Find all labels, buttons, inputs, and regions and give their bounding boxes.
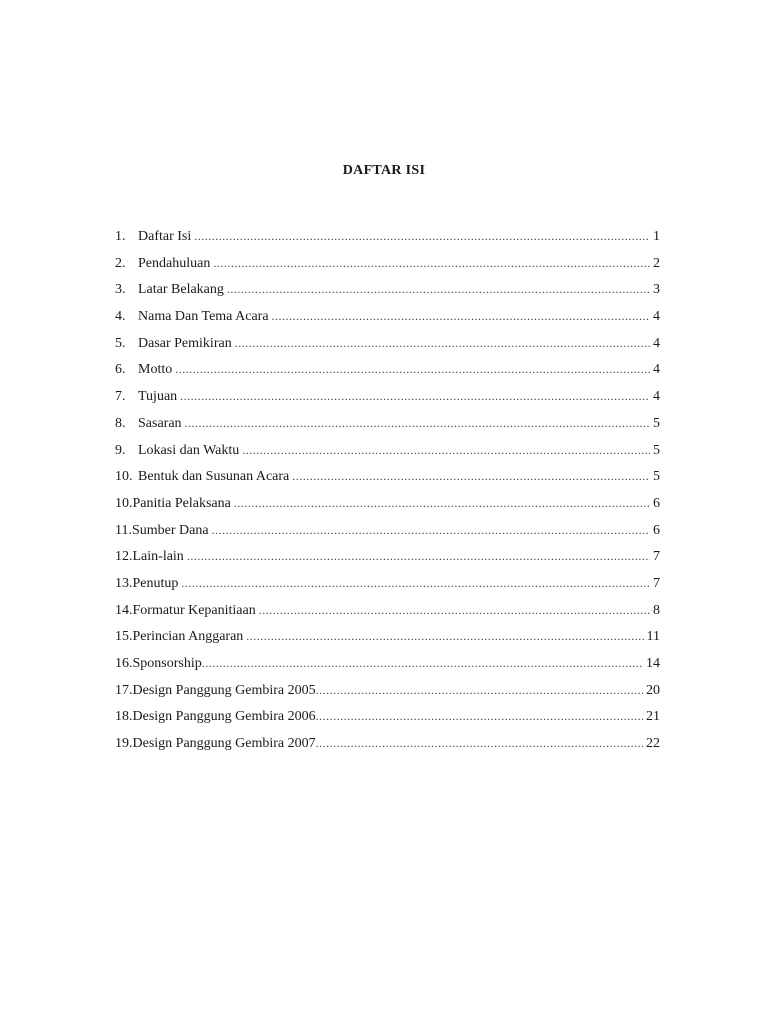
toc-entry-number: 10. [115,469,133,485]
toc-entry-title: Pendahuluan [138,255,211,271]
toc-entry-page-number: 21 [646,709,660,725]
toc-entry [115,279,660,306]
toc-entry [115,520,660,547]
toc-entry-title: Latar Belakang [138,282,224,298]
toc-entry-page-number: 6 [653,495,660,511]
toc-entry-title: Tujuan [138,389,178,405]
toc-entry [115,573,660,600]
toc-entry-title: Nama Dan Tema Acara [138,309,269,325]
toc-entry-number: 1. [115,229,126,244]
toc-entry-number: 8. [115,415,126,431]
toc-entry [115,493,660,520]
toc-entry-page-number: 2 [653,255,660,271]
toc-entry-page-number: 6 [653,522,660,538]
dot-leader [202,653,643,673]
toc-entry-title: Perincian Anggaran [132,629,244,645]
toc-entry-title: Motto [138,362,173,378]
dot-leader [234,493,650,513]
toc-entry [115,253,660,280]
toc-entry-title: Penutup [132,575,179,591]
toc-entry-number: 15. [115,629,133,645]
toc-entry-number: 12. [115,549,133,565]
toc-entry-page-number: 7 [653,549,660,565]
page-title: DAFTAR ISI [342,163,426,178]
dot-leader [212,520,650,540]
toc-entry [115,680,660,707]
toc-entry [115,466,660,493]
toc-entry-number: 2. [115,255,126,271]
toc-entry [115,359,660,386]
toc-entry [115,626,660,653]
toc-entry-number: 4. [115,309,126,325]
toc-entry-page-number: 22 [646,736,660,752]
dot-leader [180,386,650,406]
toc-entry [115,440,660,467]
toc-entry-title: Daftar Isi [138,229,192,244]
toc-entry-title: Lokasi dan Waktu [138,442,240,458]
toc-entry-page-number: 4 [653,362,660,378]
toc-entry [115,653,660,680]
toc-entry-page-number: 5 [653,469,660,485]
toc-entry-page-number: 5 [653,415,660,431]
toc-entry-page-number: 3 [653,282,660,298]
toc-entry-title: Design Panggung Gembira 2005 [132,682,316,698]
toc-entry-title: Sponsorship [132,656,202,671]
toc-entry [115,306,660,333]
toc-entry-title: Dasar Pemikiran [138,335,232,351]
toc-entry [115,546,660,573]
toc-entry-number: 3. [115,282,126,298]
toc-entry-number: 13. [115,575,133,591]
table-of-contents [115,226,660,760]
toc-entry-page-number: 7 [653,575,660,591]
toc-entry-title: Lain-lain [132,549,184,565]
toc-entry-title: Formatur Kepanitiaan [132,602,256,618]
toc-entry-number: 19. [115,736,133,752]
toc-entry [115,600,660,627]
dot-leader [316,733,643,753]
toc-entry-page-number: 1 [653,229,660,244]
dot-leader [235,333,650,353]
dot-leader [292,466,650,486]
toc-entry-title: Design Panggung Gembira 2006 [132,709,316,725]
dot-leader [175,359,650,379]
toc-entry-page-number: 4 [653,335,660,351]
toc-entry-number: 7. [115,389,126,405]
toc-entry-title: Design Panggung Gembira 2007 [132,736,316,752]
dot-leader [316,680,643,700]
toc-entry [115,333,660,360]
toc-entry-page-number: 5 [653,442,660,458]
dot-leader [242,440,650,460]
toc-entry-number: 10. [115,495,133,511]
toc-entry-page-number: 4 [653,389,660,405]
toc-entry-title: Panitia Pelaksana [132,495,231,511]
toc-entry-number: 11. [115,522,132,538]
dot-leader [213,253,650,273]
toc-entry-number: 6. [115,362,126,378]
toc-entry-number: 16. [115,656,133,671]
toc-entry [115,386,660,413]
dot-leader [187,546,650,566]
toc-entry-page-number: 8 [653,602,660,618]
toc-entry-number: 5. [115,335,126,351]
toc-entry [115,733,660,760]
dot-leader [227,279,650,299]
toc-entry-title: Sasaran [138,415,182,431]
toc-entry-page-number: 4 [653,309,660,325]
dot-leader [272,306,650,326]
dot-leader [246,626,643,646]
toc-entry-page-number: 14 [646,656,660,671]
toc-entry-page-number: 20 [646,682,660,698]
toc-entry [115,226,660,253]
toc-entry-number: 17. [115,682,133,698]
dot-leader [181,573,650,593]
toc-entry-title: Bentuk dan Susunan Acara [138,469,290,485]
dot-leader [316,706,643,726]
dot-leader [185,413,650,433]
toc-entry [115,706,660,733]
toc-entry-title: Sumber Dana [131,522,209,538]
toc-entry-number: 18. [115,709,133,725]
toc-entry-page-number: 11 [646,629,660,645]
toc-entry-number: 9. [115,442,126,458]
toc-entry-number: 14. [115,602,133,618]
dot-leader [259,600,650,620]
toc-entry [115,413,660,440]
dot-leader [194,226,650,246]
